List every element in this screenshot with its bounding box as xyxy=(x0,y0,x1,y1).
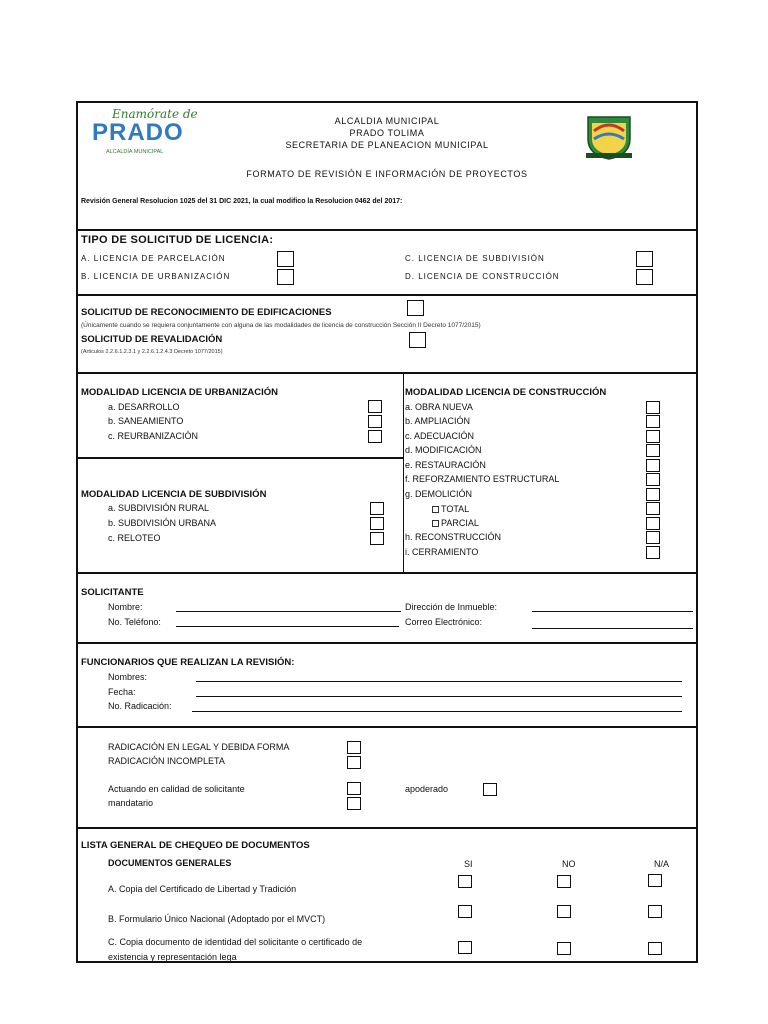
direccion-label: Dirección de Inmueble: xyxy=(405,602,498,612)
actuando-label: Actuando en calidad de solicitante xyxy=(108,784,245,794)
doc-item-c-label-line2: existencia y representación lega xyxy=(108,952,237,962)
reconocimiento-checkbox[interactable] xyxy=(407,300,424,316)
reloteo-checkbox[interactable] xyxy=(370,532,384,545)
subdivision-item: c. RELOTEO xyxy=(108,533,161,543)
subdivision-modalidad-title: MODALIDAD LICENCIA DE SUBDIVISIÓN xyxy=(81,489,267,500)
urbanizacion-item: b. SANEAMIENTO xyxy=(108,416,184,426)
solicitante-checkbox[interactable] xyxy=(347,782,361,795)
construccion-item: i. CERRAMIENTO xyxy=(405,547,479,557)
fecha-field[interactable] xyxy=(196,696,682,697)
radicacion-legal-label: RADICACIÓN EN LEGAL Y DEBIDA FORMA xyxy=(108,742,290,752)
revalidacion-title: SOLICITUD DE REVALIDACIÓN xyxy=(81,334,223,345)
reconocimiento-note: (Únicamente cuando se requiera conjuntamente con alguna de las modalidades de licencia de construcción Sección II Decreto 1077/2015) xyxy=(81,322,481,329)
construccion-item: g. DEMOLICIÓN xyxy=(405,489,473,499)
ampliacion-checkbox[interactable] xyxy=(646,415,660,428)
funcionarios-title: FUNCIONARIOS QUE REALIZAN LA REVISIÓN: xyxy=(81,657,295,668)
col-no-header: NO xyxy=(562,859,576,869)
doc-b-na-checkbox[interactable] xyxy=(648,905,662,918)
doc-c-si-checkbox[interactable] xyxy=(458,941,472,954)
demolicion-total xyxy=(432,504,469,514)
tipo-solicitud-title: TIPO DE SOLICITUD DE LICENCIA: xyxy=(81,234,274,246)
nombre-label: Nombre: xyxy=(108,602,143,612)
subdivision-checkbox[interactable] xyxy=(636,251,653,267)
rural-checkbox[interactable] xyxy=(370,502,384,515)
urbanizacion-item: c. REURBANIZACIÓN xyxy=(108,431,199,441)
parcelacion-checkbox[interactable] xyxy=(277,251,294,267)
municipal-crest-icon xyxy=(582,109,636,161)
modificacion-checkbox[interactable] xyxy=(646,444,660,457)
doc-item-b-label: B. Formulario Único Nacional (Adoptado por el MVCT) xyxy=(108,914,326,924)
header-line-1: ALCALDIA MUNICIPAL xyxy=(334,116,440,126)
option-construccion-label: D. LICENCIA DE CONSTRUCCIÓN xyxy=(405,272,560,281)
placeholder-glyph-icon xyxy=(432,506,439,513)
radicacion-legal-checkbox[interactable] xyxy=(347,741,361,754)
urbana-checkbox[interactable] xyxy=(370,517,384,530)
doc-c-na-checkbox[interactable] xyxy=(648,942,662,955)
form-frame xyxy=(76,101,698,963)
option-urbanizacion-label: B. LICENCIA DE URBANIZACIÓN xyxy=(81,272,231,281)
fecha-label: Fecha: xyxy=(108,687,136,697)
revalidacion-checkbox[interactable] xyxy=(409,332,426,348)
reconstruccion-checkbox[interactable] xyxy=(646,531,660,544)
telefono-label: No. Teléfono: xyxy=(108,617,161,627)
doc-item-a-label: A. Copia del Certificado de Libertad y Tradición xyxy=(108,884,297,894)
saneamiento-checkbox[interactable] xyxy=(368,415,382,428)
mandatario-checkbox[interactable] xyxy=(347,797,361,810)
urbanizacion-item: a. DESARROLLO xyxy=(108,402,180,412)
desarrollo-checkbox[interactable] xyxy=(368,400,382,413)
doc-b-si-checkbox[interactable] xyxy=(458,905,472,918)
revision-note: Revisión General Resolucion 1025 del 31 DIC 2021, la cual modifico la Resolucion 0462 del 2017: xyxy=(81,198,403,205)
header-line-2: PRADO TOLIMA xyxy=(349,128,425,138)
correo-label: Correo Electrónico: xyxy=(405,617,483,627)
demolicion-total-label: TOTAL xyxy=(441,504,470,514)
construccion-item: a. OBRA NUEVA xyxy=(405,402,473,412)
nombre-field[interactable] xyxy=(176,611,401,612)
total-checkbox[interactable] xyxy=(646,502,660,515)
reurbanizacion-checkbox[interactable] xyxy=(368,430,382,443)
nombres-label: Nombres: xyxy=(108,672,148,682)
obra-nueva-checkbox[interactable] xyxy=(646,401,660,414)
form-title: FORMATO DE REVISIÓN E INFORMACIÓN DE PROYECTOS xyxy=(246,169,528,179)
construccion-item: h. RECONSTRUCCIÓN xyxy=(405,532,502,542)
cerramiento-checkbox[interactable] xyxy=(646,546,660,559)
direccion-field[interactable] xyxy=(532,611,693,612)
construccion-item: f. REFORZAMIENTO ESTRUCTURAL xyxy=(405,474,560,484)
subdivision-item: b. SUBDIVISIÓN URBANA xyxy=(108,518,217,528)
logo-wordmark: PRADO xyxy=(92,119,184,146)
header-line-3: SECRETARIA DE PLANEACION MUNICIPAL xyxy=(285,140,489,150)
col-na-header: N/A xyxy=(654,859,670,869)
apoderado-label: apoderado xyxy=(405,784,449,794)
urbanizacion-checkbox[interactable] xyxy=(277,269,294,285)
option-subdivision-label: C. LICENCIA DE SUBDIVISIÓN xyxy=(405,254,545,263)
construccion-item: b. AMPLIACIÓN xyxy=(405,416,471,426)
mandatario-label: mandatario xyxy=(108,798,154,808)
radicacion-number-label: No. Radicación: xyxy=(108,701,172,711)
doc-b-no-checkbox[interactable] xyxy=(557,905,571,918)
radicacion-incompleta-checkbox[interactable] xyxy=(347,756,361,769)
nombres-field[interactable] xyxy=(196,681,682,682)
construccion-modalidad-title: MODALIDAD LICENCIA DE CONSTRUCCIÓN xyxy=(405,387,607,398)
apoderado-checkbox[interactable] xyxy=(483,783,497,796)
logo-tagline: Enamórate de xyxy=(112,107,198,121)
option-parcelacion-label: A. LICENCIA DE PARCELACIÓN xyxy=(81,254,226,263)
radicacion-incompleta-label: RADICACIÓN INCOMPLETA xyxy=(108,756,225,766)
construccion-item: e. RESTAURACIÓN xyxy=(405,460,486,470)
demolicion-parcial-label: PARCIAL xyxy=(441,518,479,528)
construccion-item: c. ADECUACIÓN xyxy=(405,431,475,441)
adecuacion-checkbox[interactable] xyxy=(646,430,660,443)
reforzamiento-checkbox[interactable] xyxy=(646,473,660,486)
reconocimiento-title: SOLICITUD DE RECONOCIMIENTO DE EDIFICACIONES xyxy=(81,307,332,318)
doc-a-si-checkbox[interactable] xyxy=(458,875,472,888)
doc-item-c-label: C. Copia documento de identidad del solicitante o certificado de xyxy=(108,937,363,947)
telefono-field[interactable] xyxy=(176,626,399,627)
demolicion-checkbox[interactable] xyxy=(646,488,660,501)
demolicion-parcial xyxy=(432,518,479,528)
radicacion-number-field[interactable] xyxy=(192,711,682,712)
placeholder-glyph-icon xyxy=(432,520,439,527)
parcial-checkbox[interactable] xyxy=(646,517,660,530)
doc-c-no-checkbox[interactable] xyxy=(557,942,571,955)
correo-field[interactable] xyxy=(532,628,693,629)
subdivision-item: a. SUBDIVISIÓN RURAL xyxy=(108,503,210,513)
solicitante-title: SOLICITANTE xyxy=(81,587,144,598)
logo-caption: ALCALDÍA MUNICIPAL xyxy=(106,149,164,155)
col-si-header: SI xyxy=(464,859,473,869)
construccion-checkbox[interactable] xyxy=(636,269,653,285)
revalidacion-note: (Articulos 2.2.6.1.2.3.1 y 2.2.6.1.2.4.3 Decreto 1077/2015) xyxy=(81,349,223,355)
doc-a-na-checkbox[interactable] xyxy=(648,874,662,887)
documentos-generales-title: DOCUMENTOS GENERALES xyxy=(108,858,232,868)
chequeo-title: LISTA GENERAL DE CHEQUEO DE DOCUMENTOS xyxy=(81,840,310,851)
construccion-item: d. MODIFICACIÓN xyxy=(405,445,482,455)
urbanizacion-modalidad-title: MODALIDAD LICENCIA DE URBANIZACIÓN xyxy=(81,387,279,398)
doc-a-no-checkbox[interactable] xyxy=(557,875,571,888)
restauracion-checkbox[interactable] xyxy=(646,459,660,472)
